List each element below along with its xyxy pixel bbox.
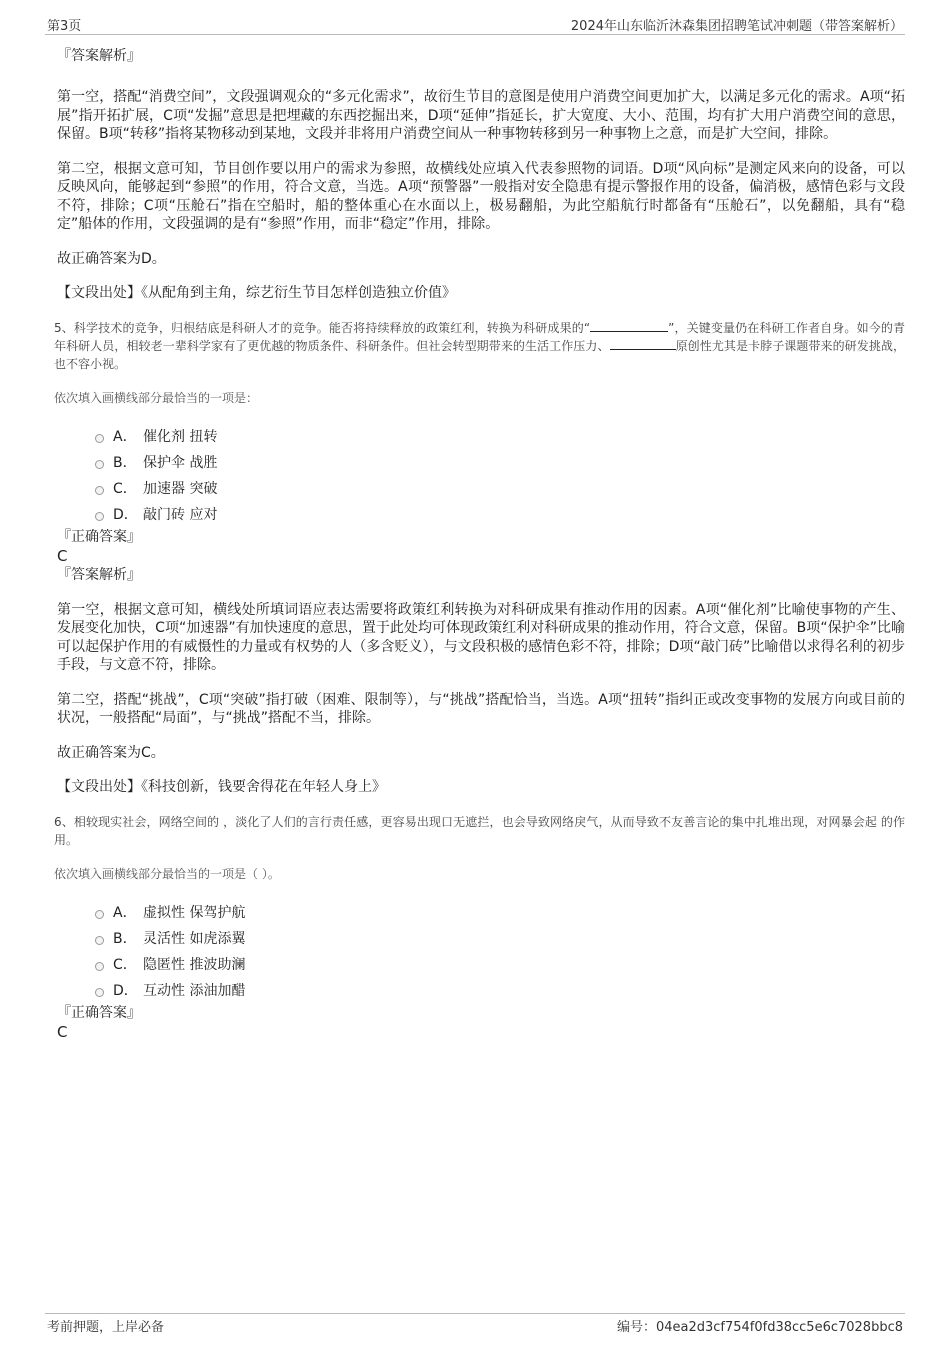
q5-options	[95, 423, 905, 527]
q5-answer: C	[57, 546, 68, 565]
page-header	[45, 12, 905, 35]
q5-option-a[interactable]: A． 催化剂 扭转	[95, 423, 905, 449]
footer-slogan: 考前押题，上岸必备	[47, 1320, 165, 1335]
radio-icon[interactable]	[95, 460, 104, 469]
q5-blank-2	[610, 337, 676, 350]
q5-answer-label: 『正确答案』	[57, 528, 141, 545]
q6-option-a[interactable]: A． 虚拟性 保驾护航	[95, 899, 905, 925]
q6-option-d[interactable]: D． 互动性 添油加醋	[95, 977, 905, 1003]
q5-blank-1	[590, 319, 668, 332]
q6-answer: C	[57, 1022, 68, 1041]
radio-icon[interactable]	[95, 988, 104, 997]
document-id: 编号：04ea2d3cf754f0fd38cc5e6c7028bbc8	[616, 1320, 903, 1335]
page-number: 第3页	[47, 19, 82, 34]
radio-icon[interactable]	[95, 962, 104, 971]
q6-stem: 6、相较现实社会，网络空间的 ，淡化了人们的言行责任感，更容易出现口无遮拦，也会导致网络戾气，从而导致不友善言论的集中扎堆出现，对网暴会起 的作用。	[54, 814, 905, 847]
q6-option-b[interactable]: B． 灵活性 如虎添翼	[95, 925, 905, 951]
q5-stem: 5、科学技术的竞争，归根结底是科研人才的竞争。能否将持续释放的政策红利，转换为科研成果的“ ”，关键变量仍在科研工作者自身。如今的青年科研人员，相较老一辈科学家有了更优越的物质条件、科研条件。但社会转型期带来的生活工作压力、 原创性尤其是卡脖子课题带来的研发挑战，也不容小视。	[54, 320, 906, 371]
q6-option-c[interactable]: C． 隐匿性 推波助澜	[95, 951, 905, 977]
document-body	[54, 46, 906, 1041]
document-title: 2024年山东临沂沐森集团招聘笔试冲刺题（带答案解析）	[570, 19, 903, 34]
q5-option-b[interactable]: B． 保护伞 战胜	[95, 449, 905, 475]
q5-option-c[interactable]: C． 加速器 突破	[95, 475, 905, 501]
q5-conclusion: 故正确答案为C。	[57, 744, 165, 761]
q5-instruction: 依次填入画横线部分最恰当的一项是：	[54, 390, 259, 405]
q4-analysis-para-2: 第二空，根据文意可知，节目创作要以用户的需求为参照，故横线处应填入代表参照物的词语。D项“风向标”是测定风来向的设备，可以反映风向，能够起到“参照”的作用，符合文意，当选。A项“预警器”一般指对安全隐患有提示警报作用的设备，偏消极，感情色彩与文段不符，排除；C项“压舱石”指在空船时，船的整体重心在水面以上，极易翻船，为此空船航行时都备有“压舱石”，以免翻船，具有“稳定”船体的作用，文段强调的是有“参照”作用，而非“稳定”作用，排除。	[57, 160, 905, 232]
page-footer	[45, 1313, 905, 1336]
q5-analysis-para-2: 第二空，搭配“挑战”，C项“突破”指打破（困难、限制等），与“挑战”搭配恰当，当选。A项“扭转”指纠正或改变事物的发展方向或目前的状况，一般搭配“局面”，与“挑战”搭配不当，排除。	[57, 691, 905, 726]
radio-icon[interactable]	[95, 486, 104, 495]
q4-conclusion: 故正确答案为D。	[57, 250, 166, 267]
radio-icon[interactable]	[95, 512, 104, 521]
q5-option-d[interactable]: D． 敲门砖 应对	[95, 501, 905, 527]
q4-source: 【文段出处】《从配角到主角，综艺衍生节目怎样创造独立价值》	[57, 285, 456, 301]
q4-analysis-label: 『答案解析』	[57, 48, 141, 64]
q5-source: 【文段出处】《科技创新，钱要舍得花在年轻人身上》	[57, 779, 386, 795]
radio-icon[interactable]	[95, 910, 104, 919]
radio-icon[interactable]	[95, 936, 104, 945]
radio-icon[interactable]	[95, 434, 104, 443]
q6-answer-label: 『正确答案』	[57, 1004, 141, 1021]
q4-analysis-para-1: 第一空，搭配“消费空间”，文段强调观众的“多元化需求”，故衍生节目的意图是使用户消费空间更加扩大，以满足多元化的需求。A项“拓展”指开拓扩展，C项“发掘”意思是把埋藏的东西挖掘出来，D项“延伸”指延长，扩大宽度、大小、范围，均有扩大用户消费空间的意思，保留。B项“转移”指将某物移动到某地，文段并非将用户消费空间从一种事物转移到另一种事物上之意，而是扩大空间，排除。	[57, 89, 905, 142]
q5-analysis-label: 『答案解析』	[57, 566, 141, 583]
q5-analysis-para-1: 第一空，根据文意可知，横线处所填词语应表达需要将政策红利转换为对科研成果有推动作用的因素。A项“催化剂”比喻使事物的产生、发展变化加快，C项“加速器”有加快速度的意思，置于此处均可体现政策红利对科研成果的推动作用，符合文意，保留。B项“保护伞”比喻可以起保护作用的有威慑性的力量或有权势的人（多含贬义），与文段积极的感情色彩不符，排除；D项“敲门砖”比喻借以求得名利的初步手段，与文意不符，排除。	[57, 601, 905, 673]
q6-options	[95, 899, 905, 1003]
q6-instruction: 依次填入画横线部分最恰当的一项是（ ）。	[54, 866, 280, 881]
